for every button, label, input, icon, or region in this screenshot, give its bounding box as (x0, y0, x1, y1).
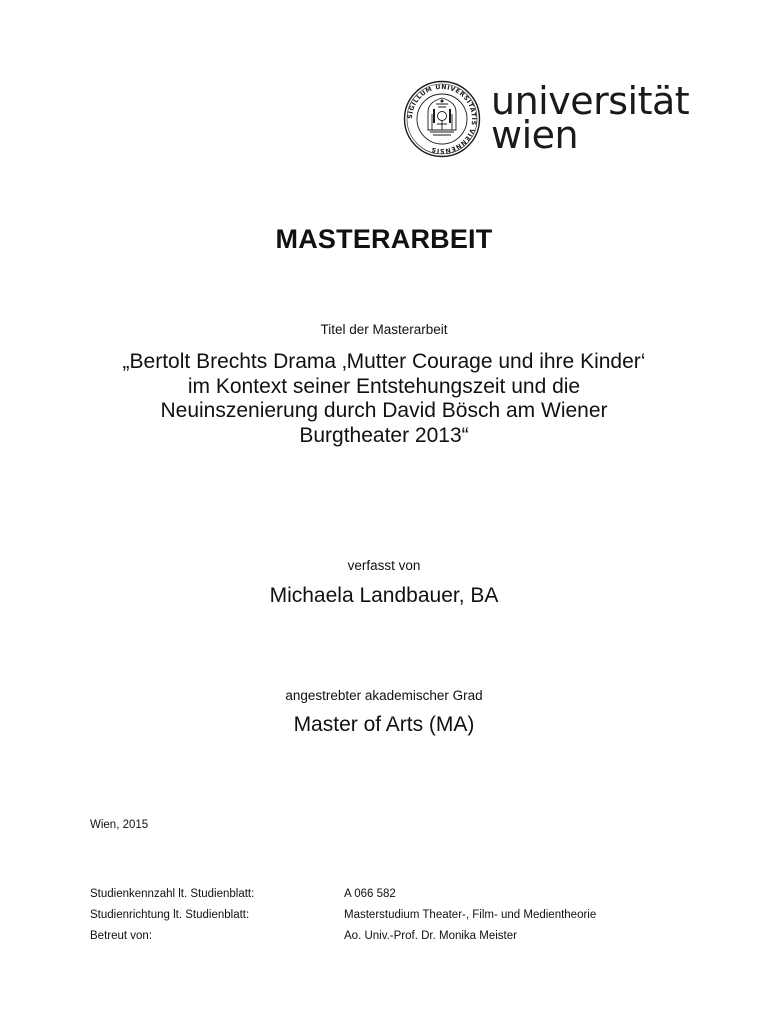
wordmark-line-universitaet: universität (491, 79, 690, 123)
document-type-heading: MASTERARBEIT (275, 224, 493, 254)
info-value: Ao. Univ.-Prof. Dr. Monika Meister (344, 930, 517, 942)
info-label: Studienrichtung lt. Studienblatt: (90, 909, 250, 921)
university-seal-icon (403, 80, 481, 158)
author-name: Michaela Landbauer, BA (269, 584, 499, 607)
thesis-title-line: Burgtheater 2013“ (299, 423, 469, 447)
info-row-study-code (90, 888, 690, 909)
info-value: Masterstudium Theater-, Film- und Medientheorie (344, 909, 597, 921)
study-info-table (90, 888, 690, 951)
info-row-supervisor (90, 930, 690, 951)
seal-text: SIGILLUM UNIVERSITATIS VIENNENSIS (406, 83, 478, 155)
degree-label: angestrebter akademischer Grad (285, 688, 483, 703)
thesis-title (60, 350, 708, 448)
degree-name: Master of Arts (MA) (293, 713, 475, 736)
thesis-title-line: „Bertolt Brechts Drama ‚Mutter Courage und ihre Kinder‘ (122, 350, 646, 373)
info-label: Studienkennzahl lt. Studienblatt: (90, 888, 255, 900)
wordmark-line-wien: wien (491, 113, 579, 157)
thesis-title-line: Neuinszenierung durch David Bösch am Wiener (160, 399, 608, 422)
info-label: Betreut von: (90, 930, 153, 942)
title-label: Titel der Masterarbeit (320, 322, 448, 337)
place-date: Wien, 2015 (90, 819, 149, 831)
info-value: A 066 582 (344, 888, 396, 900)
thesis-title-line: im Kontext seiner Entstehungszeit und die (187, 374, 581, 398)
university-logo (403, 79, 690, 160)
info-row-study-program (90, 909, 690, 930)
university-wordmark (491, 79, 690, 157)
author-label: verfasst von (347, 558, 421, 573)
